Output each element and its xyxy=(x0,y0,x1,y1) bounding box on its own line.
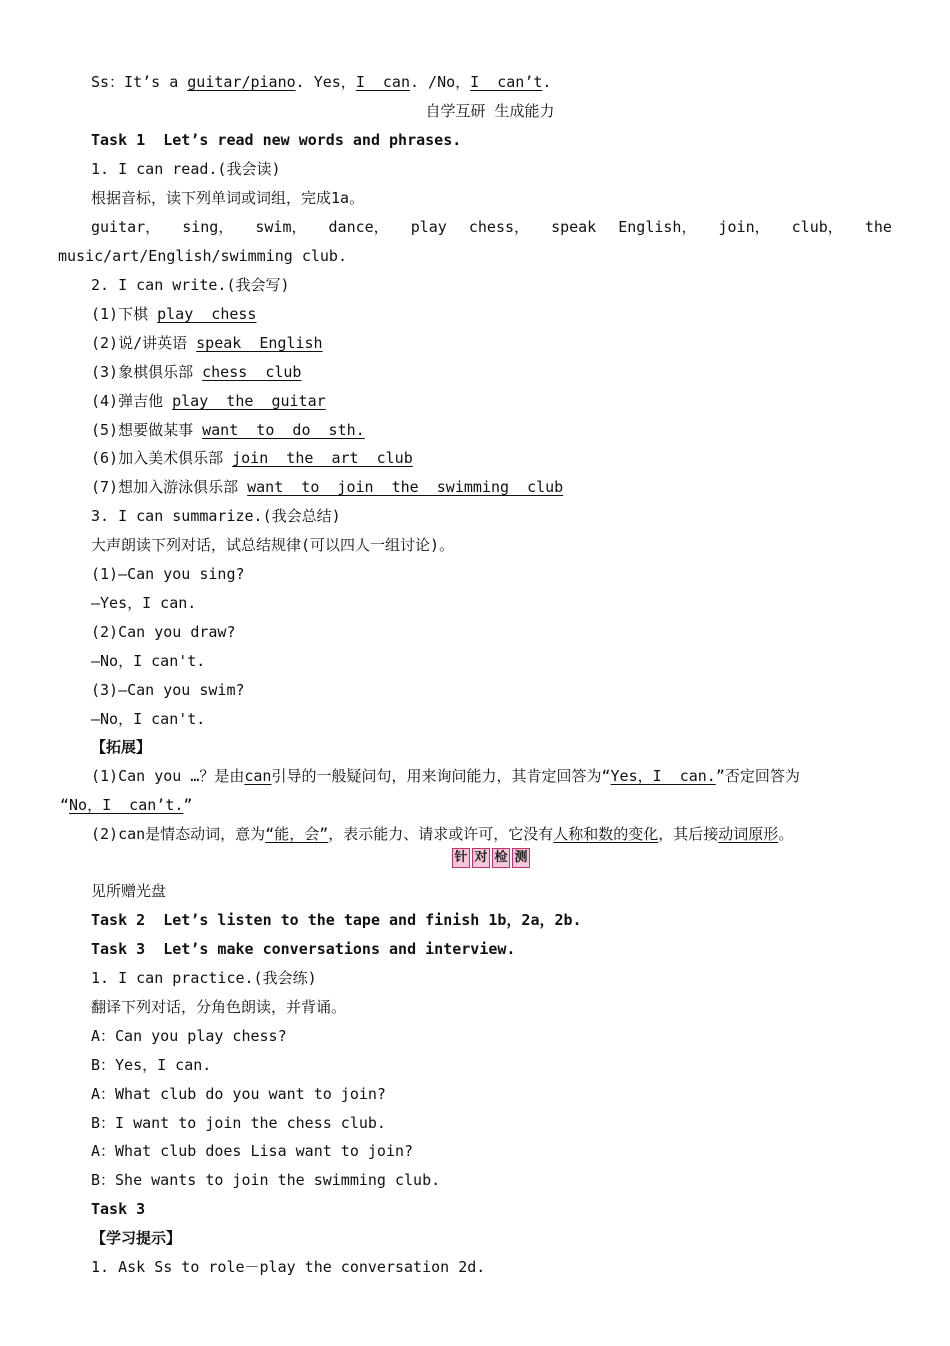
conversation-line: A：What club does Lisa want to join? xyxy=(91,1142,414,1160)
write-heading: 2. I can write.(我会写) xyxy=(91,276,290,294)
word-list-continued: music/art/English/swimming club. xyxy=(58,247,347,265)
see-disc-note: 见所赠光盘 xyxy=(91,882,167,900)
word: dance， xyxy=(328,218,389,236)
extension-label: 【拓展】 xyxy=(91,738,152,756)
blank-answer: want to do sth. xyxy=(202,421,365,439)
conversation-line: B：Yes，I can. xyxy=(91,1056,212,1074)
word: guitar， xyxy=(91,218,161,236)
extension-note-1: (1)Can you …？是由can引导的一般疑问句，用来询问能力，其肯定回答为“Yes，I can.”否定回答为 xyxy=(91,767,800,785)
task-3-heading: Task 3 Let’s make conversations and interview. xyxy=(91,940,516,958)
answer-line: Ss：It’s a guitar/piano. Yes，I can. /No，I can’t. xyxy=(91,73,552,91)
practice-instruction: 翻译下列对话，分角色朗读，并背诵。 xyxy=(91,998,347,1016)
blank-answer: “能，会” xyxy=(265,825,329,843)
read-instruction: 根据音标，读下列单词或词组，完成1a。 xyxy=(91,189,365,207)
blank-answer: guitar/piano xyxy=(187,73,296,91)
badge-char: 对 xyxy=(472,848,490,868)
write-item: (6)加入美术俱乐部 join the art club xyxy=(91,449,413,467)
dialog-line: (3)—Can you swim? xyxy=(91,681,245,699)
blank-answer: can xyxy=(244,767,272,785)
blank-answer: I can’t xyxy=(470,73,543,91)
dialog-line: (1)—Can you sing? xyxy=(91,565,245,583)
extension-note-2: (2)can是情态动词，意为“能，会”，表示能力、请求或许可，它没有人称和数的变化，其后接动词原形。 xyxy=(91,825,794,843)
badge-char: 测 xyxy=(512,848,530,868)
blank-answer: speak English xyxy=(196,334,323,352)
task-2-heading: Task 2 Let’s listen to the tape and finish 1b，2a，2b. xyxy=(91,911,582,929)
extension-note-1-cont: “No，I can’t.” xyxy=(60,796,193,814)
write-item: (7)想加入游泳俱乐部 want to join the swimming club xyxy=(91,478,564,496)
blank-answer: chess club xyxy=(202,363,302,381)
dialog-line: —No，I can't. xyxy=(91,710,206,728)
dialog-line: —Yes，I can. xyxy=(91,594,197,612)
read-heading: 1. I can read.(我会读) xyxy=(91,160,281,178)
blank-answer: I can xyxy=(355,73,410,91)
word: the xyxy=(864,218,892,236)
badge-char: 检 xyxy=(492,848,510,868)
study-tips-label: 【学习提示】 xyxy=(91,1229,182,1247)
word: chess， xyxy=(468,218,530,236)
summarize-heading: 3. I can summarize.(我会总结) xyxy=(91,507,341,525)
write-item: (2)说/讲英语 speak English xyxy=(91,334,323,352)
practice-heading: 1. I can practice.(我会练) xyxy=(91,969,317,987)
conversation-line: A：Can you play chess? xyxy=(91,1027,287,1045)
dialog-line: (2)Can you draw? xyxy=(91,623,236,641)
dialog-line: —No，I can't. xyxy=(91,652,206,670)
blank-answer: play the guitar xyxy=(172,392,326,410)
write-item: (1)下棋 play chess xyxy=(91,305,257,323)
word: play xyxy=(410,218,447,236)
blank-answer: Yes，I can. xyxy=(610,767,716,785)
word: English， xyxy=(618,218,697,236)
badge-char: 针 xyxy=(452,848,470,868)
blank-answer: play chess xyxy=(157,305,257,323)
conversation-line: B：I want to join the chess club. xyxy=(91,1114,386,1132)
write-item: (4)弹吉他 play the guitar xyxy=(91,392,326,410)
blank-answer: 动词原形 xyxy=(718,825,779,843)
study-tip-1: 1. Ask Ss to role－play the conversation 2d. xyxy=(91,1258,486,1276)
word: club， xyxy=(791,218,843,236)
summarize-instruction: 大声朗读下列对话，试总结规律(可以四人一组讨论)。 xyxy=(91,536,455,554)
blank-answer: No，I can’t. xyxy=(69,796,184,814)
section-title: 自学互研 生成能力 xyxy=(425,102,555,120)
write-item: (5)想要做某事 want to do sth. xyxy=(91,421,365,439)
word: sing， xyxy=(182,218,234,236)
word: swim， xyxy=(255,218,307,236)
write-item: (3)象棋俱乐部 chess club xyxy=(91,363,302,381)
blank-answer: join the art club xyxy=(232,449,413,467)
conversation-line: B：She wants to join the swimming club. xyxy=(91,1171,441,1189)
word-list xyxy=(91,217,892,237)
targeted-test-badge xyxy=(452,848,530,868)
word: speak xyxy=(551,218,597,236)
word: join， xyxy=(718,218,770,236)
task-3b-heading: Task 3 xyxy=(91,1200,146,1218)
blank-answer: 人称和数的变化 xyxy=(553,825,659,843)
blank-answer: want to join the swimming club xyxy=(247,478,564,496)
task-1-heading: Task 1 Let’s read new words and phrases. xyxy=(91,131,462,149)
conversation-line: A：What club do you want to join? xyxy=(91,1085,386,1103)
